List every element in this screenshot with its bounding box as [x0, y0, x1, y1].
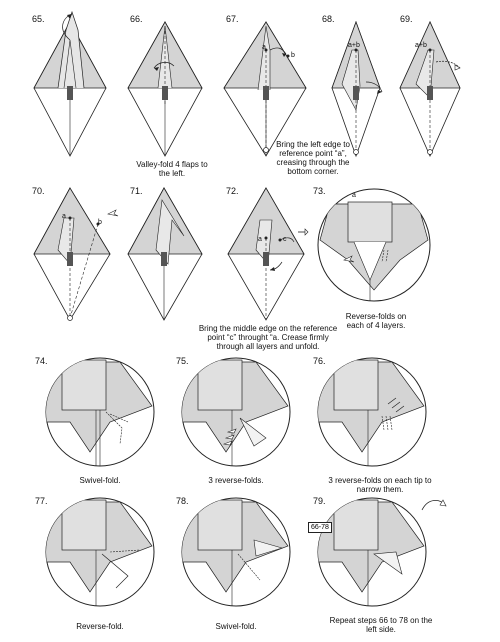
caption-step-74: Swivel-fold.	[79, 476, 121, 485]
step-number-76: 76.	[313, 356, 326, 366]
caption-step-77: Reverse-fold.	[76, 622, 124, 631]
step-number-66: 66.	[130, 14, 143, 24]
step-number-70: 70.	[32, 186, 45, 196]
figure-step-73	[310, 180, 440, 310]
step-number-73: 73.	[313, 186, 326, 196]
label-b-70: b	[98, 219, 102, 226]
figure-step-77	[40, 492, 160, 612]
caption-step-72: Bring the middle edge on the reference point “c” throught “a. Crease firmly through all layers and unfold.	[198, 324, 338, 351]
step-number-72: 72.	[226, 186, 239, 196]
label-ab-68: a+b	[348, 42, 360, 49]
figure-step-79	[312, 492, 432, 612]
caption-step-79: Repeat steps 66 to 78 on the left side.	[329, 616, 433, 634]
step-number-65: 65.	[32, 14, 45, 24]
figure-step-76	[312, 352, 432, 472]
label-a-70: a	[62, 213, 66, 220]
label-a-72: a	[258, 236, 262, 243]
figure-step-75	[176, 352, 296, 472]
label-ab-69: a+b	[415, 42, 427, 49]
turn-over-arrow-icon	[420, 494, 450, 514]
step-number-67: 67.	[226, 14, 239, 24]
caption-step-76: 3 reverse-folds on each tip to narrow them.	[328, 476, 432, 494]
figure-step-68	[322, 10, 392, 160]
step-number-69: 69.	[400, 14, 413, 24]
figure-step-72	[220, 180, 315, 330]
step-number-71: 71.	[130, 186, 143, 196]
step-number-75: 75.	[176, 356, 189, 366]
figure-step-66	[120, 10, 210, 160]
step-number-74: 74.	[35, 356, 48, 366]
figure-step-71	[122, 180, 212, 330]
caption-step-78: Swivel-fold.	[215, 622, 257, 631]
figure-step-65	[28, 10, 118, 160]
caption-step-67: Bring the left edge to reference point “a”, creasing through the bottom corner.	[276, 140, 350, 176]
arrow-icon	[296, 226, 312, 238]
label-a-67: a	[262, 44, 266, 51]
label-a-73: a	[352, 192, 356, 199]
label-c-72: c	[283, 236, 287, 243]
reference-steps-box: 66-78	[308, 522, 332, 533]
step-number-78: 78.	[176, 496, 189, 506]
caption-step-75: 3 reverse-folds.	[208, 476, 264, 485]
figure-step-67	[218, 10, 313, 160]
caption-step-66: Valley-fold 4 flaps to the left.	[136, 160, 208, 178]
step-number-79: 79.	[313, 496, 326, 506]
figure-step-70	[28, 180, 123, 330]
figure-step-69	[392, 10, 467, 160]
figure-step-74	[40, 352, 160, 472]
step-number-77: 77.	[35, 496, 48, 506]
step-number-68: 68.	[322, 14, 335, 24]
caption-step-73: Reverse-folds on each of 4 layers.	[345, 312, 407, 330]
label-b-67: b	[291, 52, 295, 59]
figure-step-78	[176, 492, 296, 612]
